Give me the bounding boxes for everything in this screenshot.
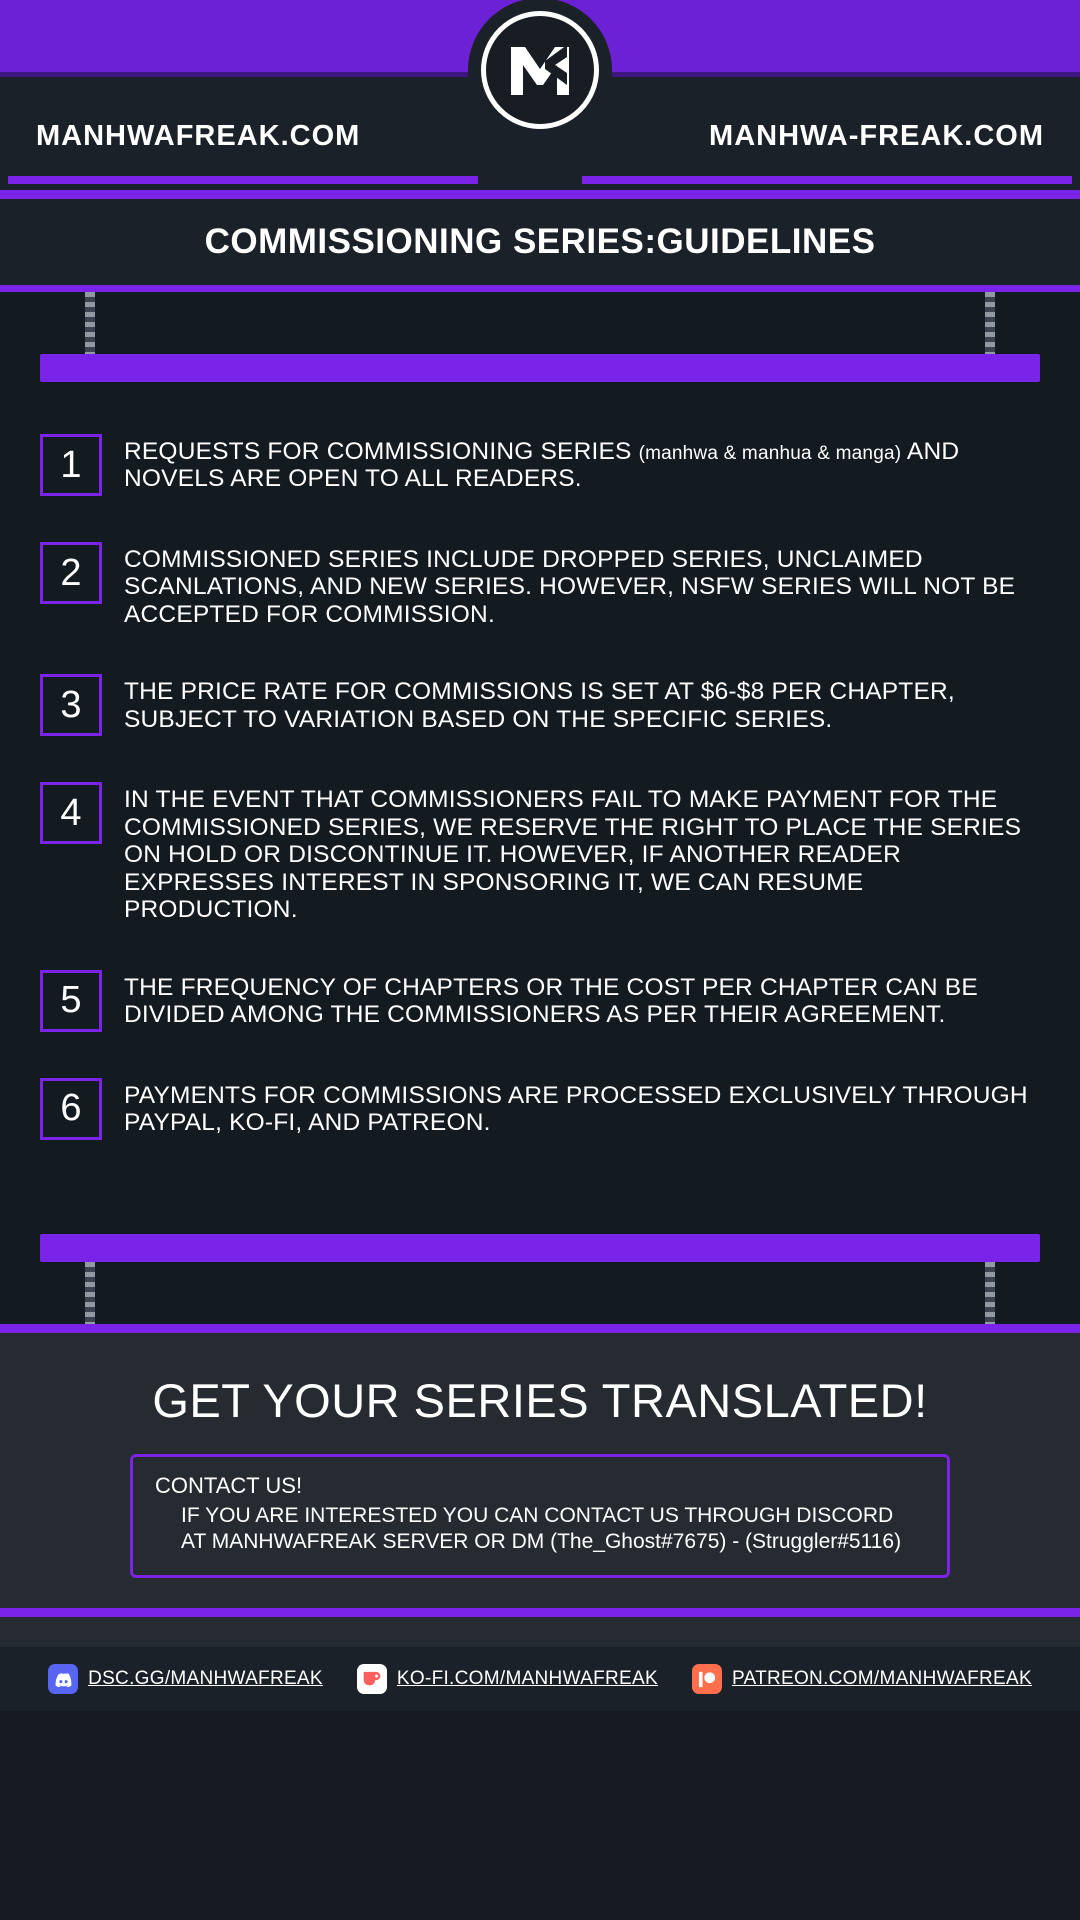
guidelines-body xyxy=(0,292,1080,1324)
list-item xyxy=(40,432,1040,496)
rule-text xyxy=(124,432,1040,493)
manhwafreak-logo xyxy=(474,4,606,136)
chain-top-right xyxy=(985,292,995,354)
rules-list xyxy=(0,292,1080,1314)
chain-top-left xyxy=(85,292,95,354)
discord-icon xyxy=(48,1664,78,1694)
rule-text-part: REQUESTS FOR COMMISSIONING SERIES xyxy=(124,438,639,465)
discord-link-label: DSC.GG/MANHWAFREAK xyxy=(88,1668,323,1689)
kofi-link[interactable] xyxy=(357,1664,658,1694)
patreon-link-label: PATREON.COM/MANHWAFREAK xyxy=(731,1668,1032,1689)
list-item xyxy=(40,968,1040,1032)
header-underline-left xyxy=(8,176,478,184)
list-item xyxy=(40,540,1040,628)
social-links-bar xyxy=(0,1647,1080,1711)
rule-number: 4 xyxy=(40,782,102,844)
contact-line-2 xyxy=(155,1529,925,1555)
site-domain-left: MANHWAFREAK.COM xyxy=(36,120,361,152)
rule-text: THE FREQUENCY OF CHAPTERS OR THE COST PER CHAPTER CAN BE DIVIDED AMONG THE COMMISSIONERS AS PER THEIR AGREEMENT. xyxy=(124,973,978,1028)
rule-number: 5 xyxy=(40,970,102,1032)
page-title xyxy=(205,222,876,262)
footer-section xyxy=(0,1333,1080,1648)
title-bottom-rule xyxy=(0,285,1080,292)
rule-text: COMMISSIONED SERIES INCLUDE DROPPED SERIES, UNCLAIMED SCANLATIONS, AND NEW SERIES. HOWEVER, NSFW SERIES WILL NOT BE ACCEPTED FOR COMMISSION. xyxy=(124,546,1016,628)
page-title-sub: GUIDELINES xyxy=(656,222,876,261)
header-underline-right xyxy=(582,176,1072,184)
logo-mark-icon xyxy=(505,39,575,101)
list-item xyxy=(40,780,1040,923)
hanging-bar-bottom xyxy=(40,1234,1040,1262)
page-title-main: COMMISSIONING SERIES xyxy=(204,222,645,261)
contact-handles: (The_Ghost#7675) - (Struggler#5116) xyxy=(550,1529,902,1553)
patreon-link[interactable] xyxy=(692,1664,1032,1694)
footer-bottom-rule xyxy=(0,1608,1080,1617)
rule-number: 2 xyxy=(40,542,102,604)
rule-number: 1 xyxy=(40,434,102,496)
page-title-separator: : xyxy=(644,222,657,261)
site-header xyxy=(0,0,1080,190)
hanging-bar-top xyxy=(40,354,1040,382)
rule-text: IN THE EVENT THAT COMMISSIONERS FAIL TO MAKE PAYMENT FOR THE COMMISSIONED SERIES, WE RESERVE THE RIGHT TO PLACE THE SERIES ON HOLD OR DISCONTINUE IT. HOWEVER, IF ANOTHER READER EXPRESSES INTEREST IN SPONSORING IT, WE CAN RESUME PRODUCTION. xyxy=(124,786,1022,924)
footer-top-rule xyxy=(0,1324,1080,1333)
rule-number: 6 xyxy=(40,1078,102,1140)
list-item xyxy=(40,1076,1040,1140)
contact-line-1: IF YOU ARE INTERESTED YOU CAN CONTACT US THROUGH DISCORD xyxy=(181,1503,894,1527)
contact-title: CONTACT US! xyxy=(155,1472,303,1498)
chain-bottom-left xyxy=(85,1262,95,1324)
rule-text: THE PRICE RATE FOR COMMISSIONS IS SET AT $6-$8 PER CHAPTER, SUBJECT TO VARIATION BASED ON THE SPECIFIC SERIES. xyxy=(124,678,955,733)
kofi-link-label: KO-FI.COM/MANHWAFREAK xyxy=(396,1668,658,1689)
rule-number: 3 xyxy=(40,674,102,736)
chain-bottom-right xyxy=(985,1262,995,1324)
page-title-block xyxy=(0,199,1080,285)
kofi-icon xyxy=(357,1664,387,1694)
patreon-icon xyxy=(692,1664,722,1694)
discord-link[interactable] xyxy=(48,1664,323,1694)
title-top-rule xyxy=(0,190,1080,199)
footer-headline: GET YOUR SERIES TRANSLATED! xyxy=(152,1373,928,1427)
rule-text: PAYMENTS FOR COMMISSIONS ARE PROCESSED EXCLUSIVELY THROUGH PAYPAL, KO-FI, AND PATREON. xyxy=(124,1081,1028,1136)
list-item xyxy=(40,672,1040,736)
contact-box xyxy=(130,1454,950,1579)
site-domain-right: MANHWA-FREAK.COM xyxy=(709,120,1044,152)
contact-line-2-prefix: AT MANHWAFREAK SERVER OR DM xyxy=(181,1529,551,1553)
rule-text-note: (manhwa & manhua & manga) xyxy=(638,443,902,464)
rule-text-part-2: AND NOVELS ARE OPEN TO ALL READERS. xyxy=(124,438,960,493)
logo-ring xyxy=(481,11,599,129)
